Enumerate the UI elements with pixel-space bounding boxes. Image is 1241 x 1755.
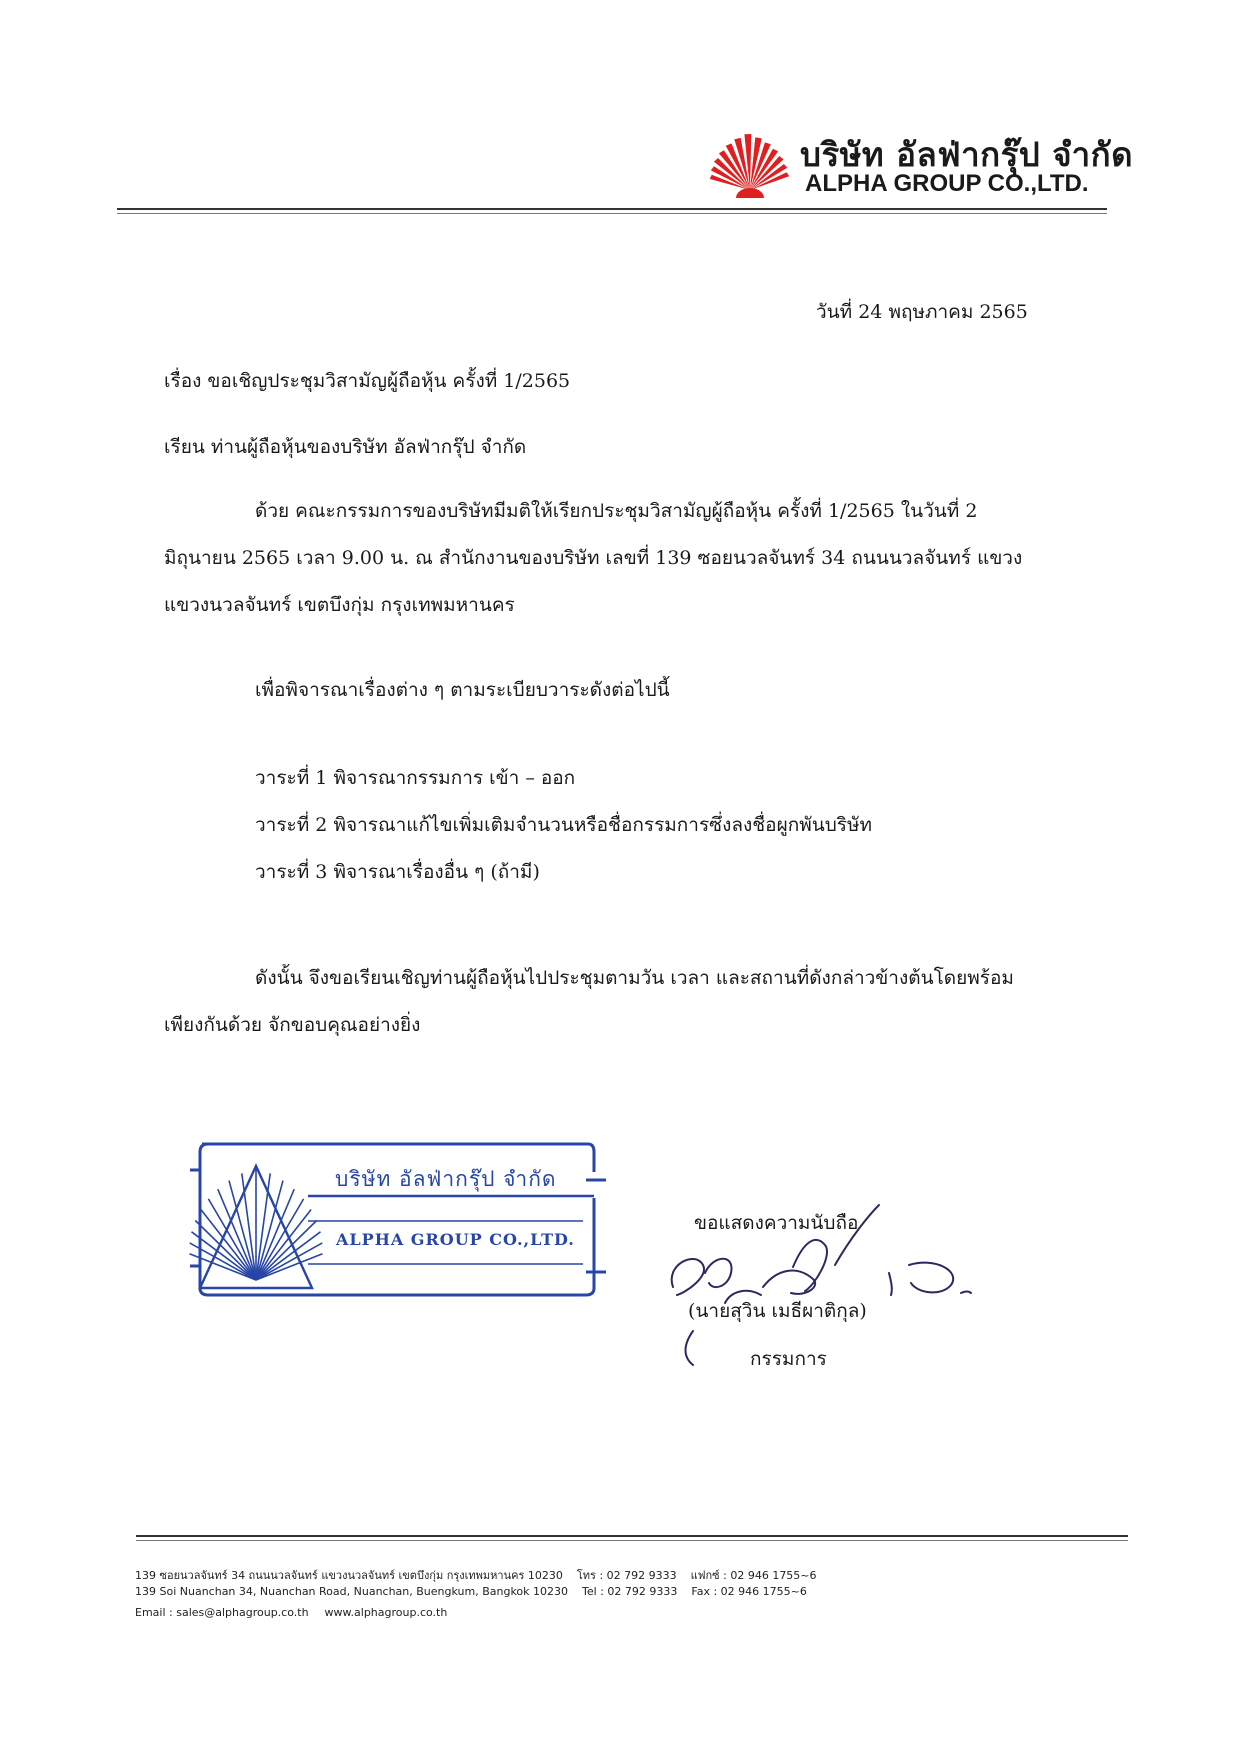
paragraph-3-line-1: ดังนั้น จึงขอเรียนเชิญท่านผู้ถือหุ้นไปประชุมตามวัน เวลา และสถานที่ดังกล่าวข้างต้นโดยพร้อม (255, 967, 1014, 989)
footer-fax-th: แฟกซ์ : 02 946 1755~6 (690, 1569, 817, 1582)
red-radiating-triangle-logo-icon (710, 126, 790, 200)
header-divider (117, 208, 1107, 210)
stamp-text-thai: บริษัท อัลฟ่ากรุ๊ป จำกัด (335, 1167, 557, 1191)
closing-phrase: ขอแสดงความนับถือ (694, 1212, 859, 1234)
paragraph-3-line-2: เพียงกันด้วย จักขอบคุณอย่างยิ่ง (164, 1014, 421, 1036)
footer-tel-en: Tel : 02 792 9333 (582, 1585, 678, 1598)
footer-address-english (135, 1585, 807, 1598)
footer-website[interactable]: www.alphagroup.co.th (324, 1606, 448, 1619)
footer-address-thai (135, 1566, 817, 1584)
company-name-english: ALPHA GROUP CO.,LTD. (805, 170, 1089, 197)
handwritten-signature (665, 1195, 995, 1370)
agenda-item-2: วาระที่ 2 พิจารณาแก้ไขเพิ่มเติมจำนวนหรือชื่อกรรมการซึ่งลงชื่อผูกพันบริษัท (255, 814, 873, 836)
header-divider-thin (117, 213, 1107, 214)
company-name-thai: บริษัท อัลฟ่ากรุ๊ป จำกัด (800, 135, 1134, 174)
footer-divider (136, 1535, 1128, 1537)
footer-divider-thin (136, 1540, 1128, 1541)
agenda-item-3: วาระที่ 3 พิจารณาเรื่องอื่น ๆ (ถ้ามี) (255, 861, 540, 883)
signer-role: กรรมการ (750, 1348, 827, 1370)
letter-salutation: เรียน ท่านผู้ถือหุ้นของบริษัท อัลฟ่ากรุ๊ป จำกัด (164, 436, 527, 458)
signer-name: (นายสุวิน เมธีผาติกุล) (688, 1300, 867, 1322)
footer-contact (135, 1606, 447, 1619)
stamp-text-english: ALPHA GROUP CO.,LTD. (336, 1230, 575, 1249)
agenda-item-1: วาระที่ 1 พิจารณากรรมการ เข้า – ออก (255, 767, 576, 789)
footer-email[interactable]: Email : sales@alphagroup.co.th (135, 1606, 309, 1619)
paragraph-1-line-1: ด้วย คณะกรรมการของบริษัทมีมติให้เรียกประชุมวิสามัญผู้ถือหุ้น ครั้งที่ 1/2565 ในวันที่ 2 (255, 500, 978, 522)
footer-fax-en: Fax : 02 946 1755~6 (691, 1585, 807, 1598)
paragraph-1-line-2: มิถุนายน 2565 เวลา 9.00 น. ณ สำนักงานของบริษัท เลขที่ 139 ซอยนวลจันทร์ 34 ถนนนวลจันทร์ แขวง (164, 547, 1023, 569)
footer-address-en-text: 139 Soi Nuanchan 34, Nuanchan Road, Nuanchan, Buengkum, Bangkok 10230 (135, 1585, 569, 1598)
footer-address-th-text: 139 ซอยนวลจันทร์ 34 ถนนนวลจันทร์ แขวงนวลจันทร์ เขตบึงกุ่ม กรุงเทพมหานคร 10230 (135, 1569, 563, 1582)
paragraph-2: เพื่อพิจารณาเรื่องต่าง ๆ ตามระเบียบวาระดังต่อไปนี้ (255, 679, 670, 701)
letter-date: วันที่ 24 พฤษภาคม 2565 (816, 301, 1028, 323)
footer-tel-th: โทร : 02 792 9333 (576, 1569, 677, 1582)
letter-subject: เรื่อง ขอเชิญประชุมวิสามัญผู้ถือหุ้น ครั้งที่ 1/2565 (164, 370, 571, 392)
paragraph-1-line-3: แขวงนวลจันทร์ เขตบึงกุ่ม กรุงเทพมหานคร (164, 594, 515, 616)
